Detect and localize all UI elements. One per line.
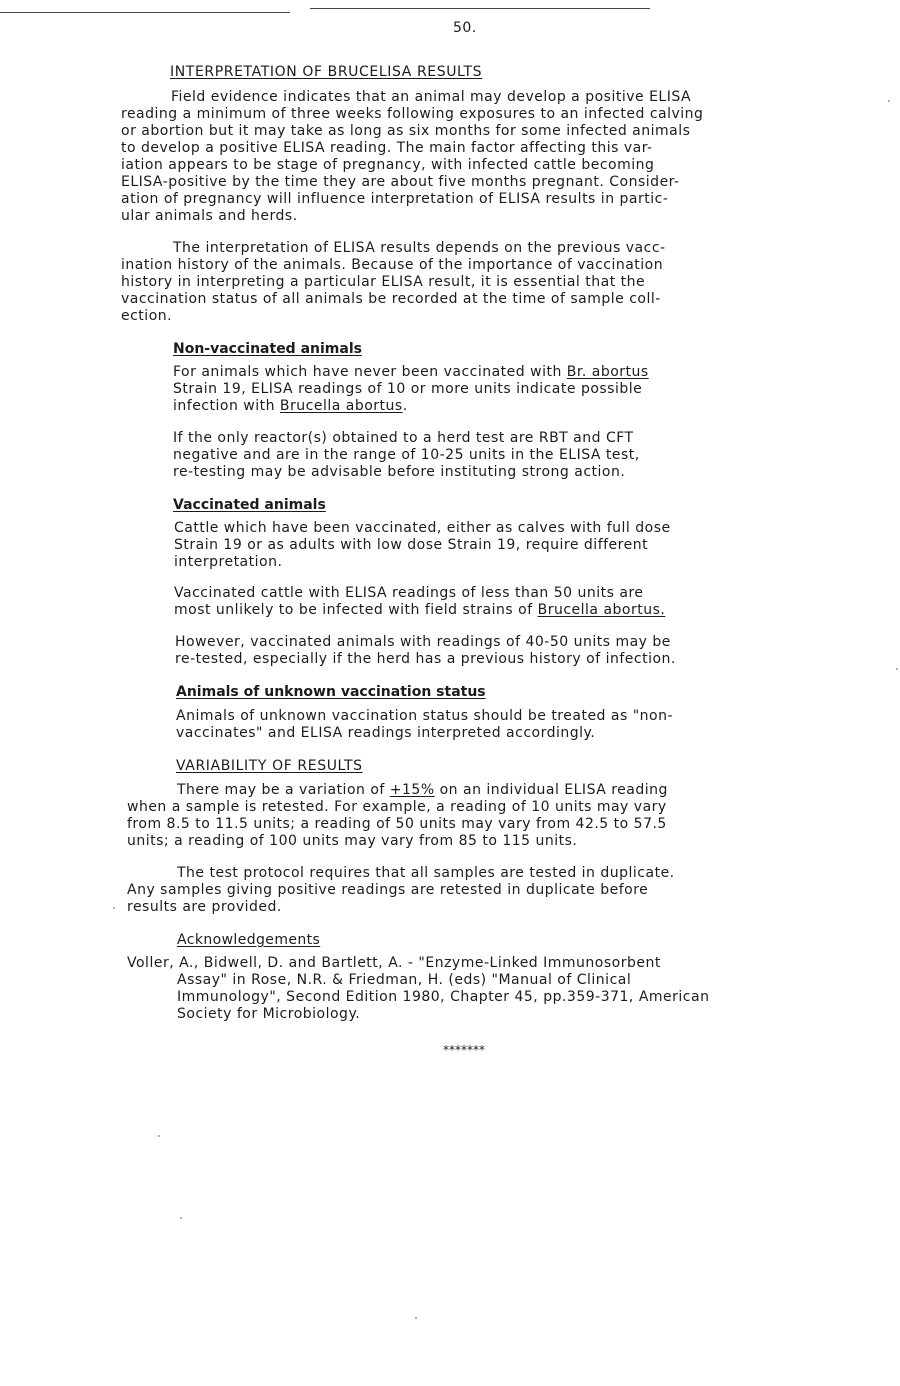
subheading-non-vaccinated: Non-vaccinated animals [173, 341, 362, 357]
paragraph-line: Strain 19 or as adults with low dose Strain 19, require different [174, 537, 649, 553]
text-run: on an individual ELISA reading [434, 782, 668, 798]
reference-line: Assay" in Rose, N.R. & Friedman, H. (eds) "Manual of Clinical [177, 972, 632, 988]
paragraph-line: If the only reactor(s) obtained to a herd test are RBT and CFT [173, 430, 634, 446]
section-heading-interpretation: INTERPRETATION OF BRUCELISA RESULTS [170, 64, 483, 80]
scan-speck [888, 100, 890, 102]
subheading-unknown-status: Animals of unknown vaccination status [176, 684, 486, 700]
reference-line: Society for Microbiology. [177, 1006, 361, 1022]
scan-speck [896, 668, 898, 670]
scan-speck [158, 1135, 160, 1137]
top-rule-right [310, 8, 650, 9]
paragraph-line: interpretation. [174, 554, 283, 570]
paragraph-line: ination history of the animals. Because of the importance of vaccination [121, 257, 664, 273]
paragraph-line [177, 782, 668, 799]
species-name: Br. abortus [566, 364, 649, 380]
subheading-vaccinated: Vaccinated animals [173, 497, 326, 513]
paragraph-line: vaccination status of all animals be recorded at the time of sample coll- [121, 291, 661, 307]
species-name: Brucella abortus [279, 398, 403, 414]
paragraph-line: results are provided. [127, 899, 282, 915]
page-number: 50. [453, 20, 477, 36]
paragraph-line: ation of pregnancy will influence interpretation of ELISA results in partic- [121, 191, 669, 207]
top-rule-left [0, 12, 290, 13]
paragraph-line: Any samples giving positive readings are retested in duplicate before [127, 882, 649, 898]
paragraph-line: negative and are in the range of 10-25 units in the ELISA test, [173, 447, 640, 463]
paragraph-line [173, 364, 649, 381]
paragraph-line: from 8.5 to 11.5 units; a reading of 50 units may vary from 42.5 to 57.5 [127, 816, 667, 832]
paragraph-line: iation appears to be stage of pregnancy, with infected cattle becoming [121, 157, 655, 173]
reference-line: Voller, A., Bidwell, D. and Bartlett, A. - "Enzyme-Linked Immunosorbent [127, 955, 661, 971]
section-heading-variability: VARIABILITY OF RESULTS [176, 758, 363, 774]
paragraph-line: ELISA-positive by the time they are about five months pregnant. Consider- [121, 174, 680, 190]
paragraph-line: Cattle which have been vaccinated, either as calves with full dose [174, 520, 671, 536]
paragraph-line: The test protocol requires that all samples are tested in duplicate. [177, 865, 675, 881]
paragraph-line: re-testing may be advisable before instituting strong action. [173, 464, 626, 480]
paragraph-line: The interpretation of ELISA results depends on the previous vacc- [173, 240, 666, 256]
reference-line: Immunology", Second Edition 1980, Chapter 45, pp.359-371, American [177, 989, 710, 1005]
paragraph-line [174, 602, 665, 619]
scan-speck [415, 1317, 417, 1319]
paragraph-line: or abortion but it may take as long as six months for some infected animals [121, 123, 691, 139]
paragraph-line: history in interpreting a particular ELISA result, it is essential that the [121, 274, 646, 290]
paragraph-line: when a sample is retested. For example, a reading of 10 units may vary [127, 799, 667, 815]
scan-speck [113, 907, 115, 909]
paragraph-line: vaccinates" and ELISA readings interpreted accordingly. [176, 725, 596, 741]
paragraph-line: Vaccinated cattle with ELISA readings of less than 50 units are [174, 585, 644, 601]
text-run: most unlikely to be infected with field strains of [174, 602, 538, 618]
scan-speck [180, 1217, 182, 1219]
paragraph-line: Field evidence indicates that an animal may develop a positive ELISA [171, 89, 692, 105]
paragraph-line: reading a minimum of three weeks following exposures to an infected calving [121, 106, 704, 122]
text-run: . [402, 398, 408, 414]
paragraph-line: ular animals and herds. [121, 208, 298, 224]
text-run: For animals which have never been vaccinated with [173, 364, 567, 380]
species-name: Brucella abortus. [537, 602, 666, 618]
paragraph-line: Animals of unknown vaccination status should be treated as "non- [176, 708, 674, 724]
paragraph-line [173, 398, 408, 415]
paragraph-line: However, vaccinated animals with readings of 40-50 units may be [175, 634, 671, 650]
end-mark: ******* [443, 1043, 485, 1057]
section-heading-acknowledgements: Acknowledgements [177, 932, 321, 948]
paragraph-line: units; a reading of 100 units may vary from 85 to 115 units. [127, 833, 578, 849]
paragraph-line: Strain 19, ELISA readings of 10 or more units indicate possible [173, 381, 643, 397]
percentage-value: +15% [389, 782, 435, 798]
paragraph-line: re-tested, especially if the herd has a previous history of infection. [175, 651, 676, 667]
paragraph-line: to develop a positive ELISA reading. The main factor affecting this var- [121, 140, 653, 156]
text-run: infection with [173, 398, 280, 414]
text-run: There may be a variation of [177, 782, 390, 798]
paragraph-line: ection. [121, 308, 173, 324]
